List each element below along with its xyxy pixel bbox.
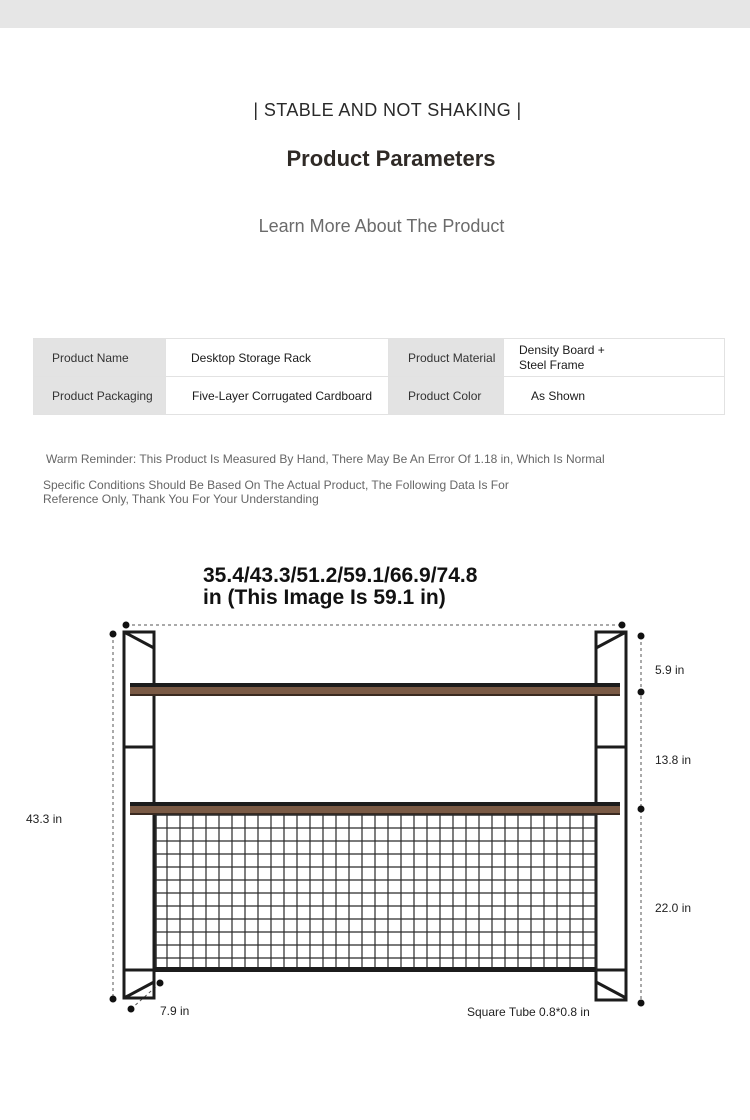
product-material-line-2: Steel Frame: [519, 357, 585, 372]
tagline: | STABLE AND NOT SHAKING |: [253, 100, 522, 120]
dimension-dot: [638, 689, 645, 696]
dimension-dot: [638, 633, 645, 640]
top-gap-label: 5.9 in: [655, 663, 685, 677]
table-row: [34, 377, 725, 415]
width-dimension: [203, 565, 477, 609]
product-material-label: Product Material: [389, 339, 504, 377]
middle-shelf: [130, 802, 620, 815]
product-color-value: As Shown: [504, 377, 725, 415]
wire-grid: [156, 815, 596, 970]
product-material-value: [504, 339, 725, 377]
dimension-dot: [619, 622, 626, 629]
dimension-dot: [638, 1000, 645, 1007]
dimension-dot: [128, 1006, 135, 1013]
top-shelf: [130, 683, 620, 696]
height-label: 43.3 in: [26, 812, 63, 826]
product-color-label: Product Color: [389, 377, 504, 415]
bottom-bar: [154, 967, 596, 972]
product-packaging-label: Product Packaging: [34, 377, 166, 415]
page-subtitle: Learn More About The Product: [258, 216, 505, 236]
dimension-dot: [123, 622, 130, 629]
dimension-dot: [157, 980, 164, 987]
top-bar: [0, 0, 750, 28]
rack-diagram: [0, 610, 750, 1030]
product-packaging-value: Five-Layer Corrugated Cardboard: [166, 377, 389, 415]
product-material-line-1: Density Board +: [519, 342, 605, 357]
dimension-dot: [110, 996, 117, 1003]
tube-label: Square Tube 0.8*0.8 in: [467, 1005, 590, 1019]
warm-reminder: Warm Reminder: This Product Is Measured By Hand, There May Be An Error Of 1.18 in, Which Is Normal: [46, 452, 605, 466]
product-name-value: Desktop Storage Rack: [166, 339, 389, 377]
dimension-dot: [110, 631, 117, 638]
middle-gap-label: 13.8 in: [655, 753, 692, 767]
conditions-note: Specific Conditions Should Be Based On The Actual Product, The Following Data Is For Reference Only, Thank You For Your Understanding: [43, 478, 509, 506]
width-line-1: 35.4/43.3/51.2/59.1/66.9/74.8: [203, 564, 478, 587]
dimension-dot: [638, 806, 645, 813]
product-name-label: Product Name: [34, 339, 166, 377]
bottom-gap-label: 22.0 in: [655, 901, 692, 915]
parameters-table: [33, 338, 725, 415]
width-line-2: in (This Image Is 59.1 in): [203, 586, 446, 609]
table-row: [34, 339, 725, 377]
page-title: Product Parameters: [286, 146, 496, 171]
depth-label: 7.9 in: [160, 1004, 190, 1018]
